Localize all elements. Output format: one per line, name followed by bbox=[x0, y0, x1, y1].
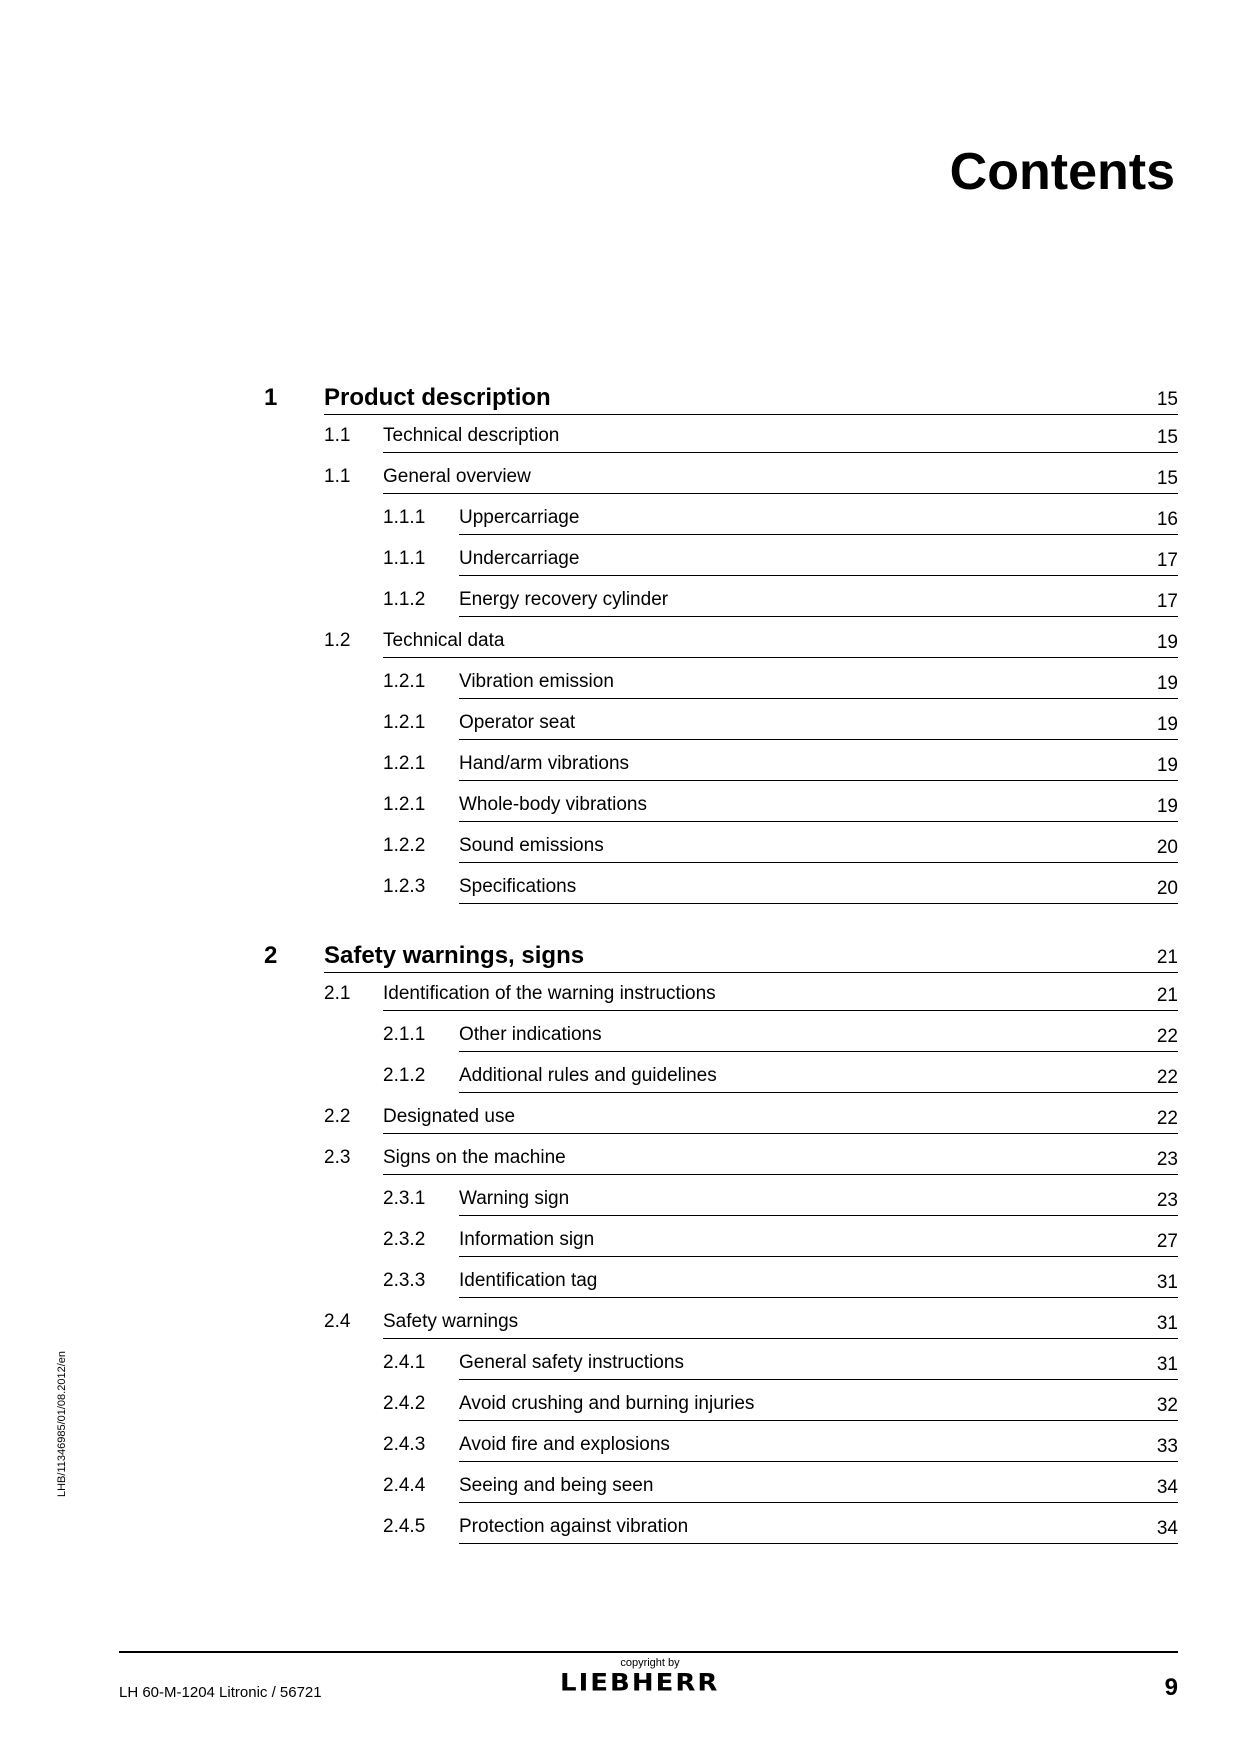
document-code: LHB/11346985/01/08.2012/en bbox=[56, 1351, 68, 1497]
toc-entry-page: 21 bbox=[1156, 985, 1178, 1006]
toc-entry-number: 1.1 bbox=[324, 425, 351, 446]
toc-entry-title: Warning sign bbox=[459, 1188, 570, 1209]
toc-entry-underline bbox=[383, 1010, 1178, 1011]
toc-entry-underline bbox=[459, 1379, 1178, 1380]
toc-entry-underline bbox=[324, 414, 1178, 415]
toc-entry-page: 15 bbox=[1156, 468, 1178, 489]
toc-entry[interactable] bbox=[383, 1065, 1178, 1099]
toc-entry-page: 20 bbox=[1156, 878, 1178, 899]
toc-entry[interactable] bbox=[383, 1229, 1178, 1263]
toc-entry-title: Undercarriage bbox=[459, 548, 580, 569]
toc-entry-page: 19 bbox=[1156, 755, 1178, 776]
page-title: Contents bbox=[949, 143, 1175, 201]
footer-model: LH 60-M-1204 Litronic / 56721 bbox=[119, 1684, 322, 1701]
toc-entry[interactable] bbox=[383, 1024, 1178, 1058]
toc-entry-number: 1.2.3 bbox=[383, 876, 426, 897]
toc-entry-number: 1.2.1 bbox=[383, 671, 426, 692]
toc-entry-page: 32 bbox=[1156, 1395, 1178, 1416]
toc-entry-page: 34 bbox=[1156, 1518, 1178, 1539]
toc-entry[interactable] bbox=[324, 466, 1178, 500]
toc-entry[interactable] bbox=[383, 876, 1178, 910]
toc-entry-title: Energy recovery cylinder bbox=[459, 589, 669, 610]
footer-divider bbox=[119, 1651, 1178, 1653]
toc-entry-title: Whole-body vibrations bbox=[459, 794, 647, 815]
toc-entry-page: 21 bbox=[1156, 947, 1178, 968]
toc-entry-underline bbox=[459, 698, 1178, 699]
toc-entry-number: 2.3 bbox=[324, 1147, 351, 1168]
toc-entry-title: Identification of the warning instructions bbox=[383, 983, 716, 1004]
toc-entry-page: 22 bbox=[1156, 1067, 1178, 1088]
toc-entry-underline bbox=[459, 1092, 1178, 1093]
toc-entry-underline bbox=[324, 972, 1178, 973]
toc-entry-number: 1.1.1 bbox=[383, 507, 426, 528]
toc-entry-number: 2.3.3 bbox=[383, 1270, 426, 1291]
toc-entry-underline bbox=[459, 1461, 1178, 1462]
toc-entry-underline bbox=[459, 575, 1178, 576]
toc-entry-underline bbox=[383, 452, 1178, 453]
toc-entry-page: 17 bbox=[1156, 591, 1178, 612]
toc-entry-title: Sound emissions bbox=[459, 835, 604, 856]
toc-entry-title: Signs on the machine bbox=[383, 1147, 566, 1168]
toc-entry[interactable] bbox=[383, 507, 1178, 541]
toc-entry-number: 2.4.2 bbox=[383, 1393, 426, 1414]
toc-entry-number: 1.2.2 bbox=[383, 835, 426, 856]
toc-entry-underline bbox=[383, 493, 1178, 494]
toc-entry-title: Designated use bbox=[383, 1106, 516, 1127]
toc-entry-underline bbox=[459, 1420, 1178, 1421]
toc-entry[interactable] bbox=[383, 835, 1178, 869]
toc-entry[interactable] bbox=[383, 1475, 1178, 1509]
toc-entry-page: 34 bbox=[1156, 1477, 1178, 1498]
toc-entry[interactable] bbox=[383, 1393, 1178, 1427]
toc-entry-title: Product description bbox=[324, 384, 551, 411]
toc-entry[interactable] bbox=[324, 630, 1178, 664]
toc-entry-title: Technical data bbox=[383, 630, 505, 651]
toc-entry-underline bbox=[459, 616, 1178, 617]
toc-entry-title: Protection against vibration bbox=[459, 1516, 689, 1537]
toc-entry-page: 23 bbox=[1156, 1149, 1178, 1170]
toc-entry-title: Safety warnings bbox=[383, 1311, 519, 1332]
toc-entry[interactable] bbox=[383, 1270, 1178, 1304]
toc-entry-title: Avoid fire and explosions bbox=[459, 1434, 670, 1455]
toc-entry-page: 31 bbox=[1156, 1354, 1178, 1375]
toc-entry-number: 2.4 bbox=[324, 1311, 351, 1332]
toc-entry-number: 1.2.1 bbox=[383, 753, 426, 774]
toc-entry-page: 19 bbox=[1156, 714, 1178, 735]
toc-entry[interactable] bbox=[383, 1352, 1178, 1386]
toc-entry-page: 19 bbox=[1156, 673, 1178, 694]
toc-entry[interactable] bbox=[383, 548, 1178, 582]
toc-entry[interactable] bbox=[383, 589, 1178, 623]
toc-entry-title: Hand/arm vibrations bbox=[459, 753, 630, 774]
toc-entry-underline bbox=[459, 1256, 1178, 1257]
toc-entry-page: 17 bbox=[1156, 550, 1178, 571]
toc-entry-number: 1.1.1 bbox=[383, 548, 426, 569]
toc-entry-title: General overview bbox=[383, 466, 531, 487]
toc-entry-page: 15 bbox=[1156, 389, 1178, 410]
toc-entry-title: Seeing and being seen bbox=[459, 1475, 654, 1496]
toc-entry-underline bbox=[459, 780, 1178, 781]
toc-entry-page: 15 bbox=[1156, 427, 1178, 448]
toc-entry-underline bbox=[459, 821, 1178, 822]
toc-entry-number: 2.1.1 bbox=[383, 1024, 426, 1045]
toc-entry-number: 2.1 bbox=[324, 983, 351, 1004]
toc-entry-number: 1.2.1 bbox=[383, 712, 426, 733]
toc-entry-page: 20 bbox=[1156, 837, 1178, 858]
toc-entry[interactable] bbox=[324, 1311, 1178, 1345]
toc-entry-underline bbox=[383, 1174, 1178, 1175]
toc-entry[interactable] bbox=[324, 1147, 1178, 1181]
toc-entry-page: 27 bbox=[1156, 1231, 1178, 1252]
toc-entry-title: Identification tag bbox=[459, 1270, 598, 1291]
toc-entry-underline bbox=[459, 739, 1178, 740]
toc-entry-number: 2.3.2 bbox=[383, 1229, 426, 1250]
toc-entry[interactable] bbox=[264, 384, 1178, 418]
toc-entry-underline bbox=[459, 534, 1178, 535]
toc-entry-page: 22 bbox=[1156, 1108, 1178, 1129]
toc-entry-title: Other indications bbox=[459, 1024, 602, 1045]
toc-entry-title: Uppercarriage bbox=[459, 507, 580, 528]
toc-entry-page: 19 bbox=[1156, 796, 1178, 817]
toc-entry[interactable] bbox=[383, 794, 1178, 828]
toc-entry-title: General safety instructions bbox=[459, 1352, 684, 1373]
toc-entry[interactable] bbox=[383, 753, 1178, 787]
toc-entry[interactable] bbox=[324, 1106, 1178, 1140]
toc-entry-underline bbox=[459, 1215, 1178, 1216]
toc-entry-number: 2.2 bbox=[324, 1106, 351, 1127]
toc-entry-underline bbox=[459, 1051, 1178, 1052]
toc-entry-title: Technical description bbox=[383, 425, 560, 446]
toc-entry-number: 1 bbox=[264, 384, 278, 411]
toc-entry-number: 2 bbox=[264, 942, 278, 969]
toc-entry-title: Additional rules and guidelines bbox=[459, 1065, 717, 1086]
toc-entry-title: Information sign bbox=[459, 1229, 595, 1250]
liebherr-logo: LIEBHERR bbox=[560, 1669, 720, 1697]
toc-entry-number: 1.1 bbox=[324, 466, 351, 487]
toc-entry-page: 33 bbox=[1156, 1436, 1178, 1457]
toc-entry-title: Operator seat bbox=[459, 712, 576, 733]
toc-entry-number: 1.2 bbox=[324, 630, 351, 651]
toc-entry-number: 1.1.2 bbox=[383, 589, 426, 610]
toc-entry[interactable] bbox=[324, 425, 1178, 459]
toc-entry-number: 2.4.3 bbox=[383, 1434, 426, 1455]
toc-entry-underline bbox=[459, 903, 1178, 904]
toc-entry-page: 19 bbox=[1156, 632, 1178, 653]
toc-entry-title: Avoid crushing and burning injuries bbox=[459, 1393, 755, 1414]
toc-entry[interactable] bbox=[383, 1516, 1178, 1550]
toc-entry-underline bbox=[459, 1297, 1178, 1298]
toc-entry-page: 31 bbox=[1156, 1313, 1178, 1334]
toc-entry-page: 31 bbox=[1156, 1272, 1178, 1293]
toc-entry-number: 1.2.1 bbox=[383, 794, 426, 815]
toc-entry-underline bbox=[459, 1543, 1178, 1544]
toc-entry-title: Vibration emission bbox=[459, 671, 614, 692]
toc-entry-underline bbox=[383, 1133, 1178, 1134]
toc-entry[interactable] bbox=[383, 671, 1178, 705]
toc-entry-underline bbox=[383, 657, 1178, 658]
toc-entry-underline bbox=[459, 1502, 1178, 1503]
toc-entry-number: 2.4.5 bbox=[383, 1516, 426, 1537]
toc-entry-title: Safety warnings, signs bbox=[324, 942, 585, 969]
toc-entry[interactable] bbox=[383, 712, 1178, 746]
toc-entry-number: 2.4.1 bbox=[383, 1352, 426, 1373]
toc-entry-page: 16 bbox=[1156, 509, 1178, 530]
toc-entry-number: 2.1.2 bbox=[383, 1065, 426, 1086]
toc-entry-page: 23 bbox=[1156, 1190, 1178, 1211]
toc-entry-number: 2.3.1 bbox=[383, 1188, 426, 1209]
toc-entry[interactable] bbox=[324, 983, 1178, 1017]
toc-entry[interactable] bbox=[383, 1434, 1178, 1468]
toc-entry-underline bbox=[459, 862, 1178, 863]
footer-copyright: copyright by bbox=[620, 1657, 680, 1669]
toc-entry-title: Specifications bbox=[459, 876, 577, 897]
toc-entry[interactable] bbox=[264, 942, 1178, 976]
page-number: 9 bbox=[1164, 1674, 1178, 1701]
toc-entry[interactable] bbox=[383, 1188, 1178, 1222]
toc-entry-page: 22 bbox=[1156, 1026, 1178, 1047]
toc-entry-number: 2.4.4 bbox=[383, 1475, 426, 1496]
toc-entry-underline bbox=[383, 1338, 1178, 1339]
